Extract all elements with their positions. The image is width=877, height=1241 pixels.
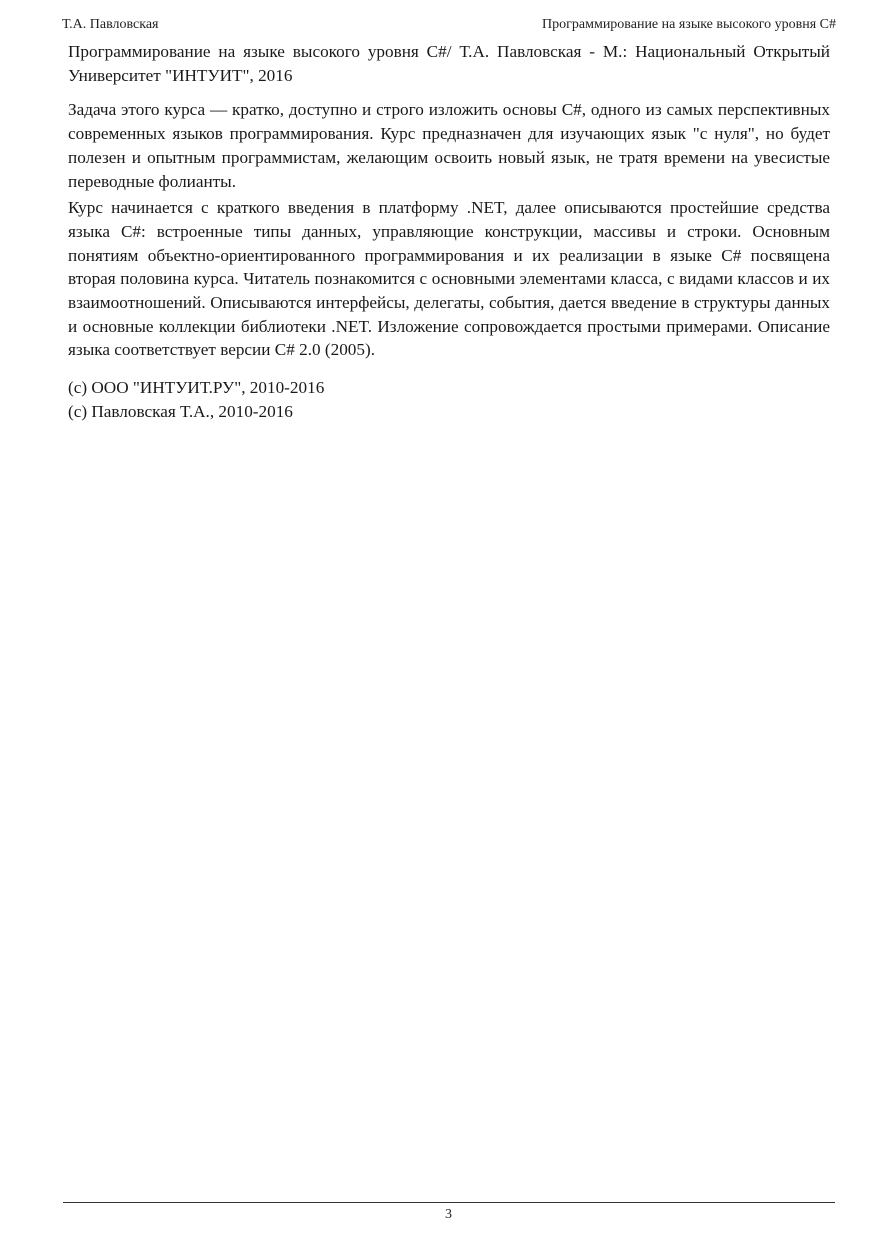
header-author: Т.А. Павловская <box>62 17 159 32</box>
copyright-author: (c) Павловская Т.А., 2010-2016 <box>68 401 293 421</box>
abstract-paragraph-2: Курс начинается с краткого введения в платформу .NET, далее описываются простейшие средства языка C#: встроенные типы данных, управляющие конструкции, массивы и строки. Основным понятиям объектно-ориентированного программирования и их реализации в языке C# посвящена вторая половина курса. Читатель познакомится с основными элементами класса, с видами классов и их взаимоотношений. Описываются интерфейсы, делегаты, события, дается введение в структуры данных и основные коллекции библиотеки .NET. Изложение сопровождается простыми примерами. Описание языка соответствует версии C# 2.0 (2005). <box>68 198 830 360</box>
footer-divider <box>63 1202 835 1203</box>
page-content <box>68 40 830 424</box>
abstract-paragraph-1: Задача этого курса — кратко, доступно и строго изложить основы C#, одного из самых перспективных современных языков программирования. Курс предназначен для изучающих язык "с нуля", но будет полезен и опытным программистам, желающим освоить новый язык, не тратя времени на увесистые переводные фолианты. <box>68 100 830 191</box>
citation: Программирование на языке высокого уровня C#/ Т.А. Павловская - М.: Национальный Открытый Университет "ИНТУИТ", 2016 <box>68 42 830 85</box>
running-header <box>62 16 836 34</box>
header-course-title: Программирование на языке высокого уровня C# <box>542 17 836 32</box>
copyright-intuit: (c) ООО "ИНТУИТ.РУ", 2010-2016 <box>68 378 325 398</box>
page-number: 3 <box>445 1207 452 1222</box>
